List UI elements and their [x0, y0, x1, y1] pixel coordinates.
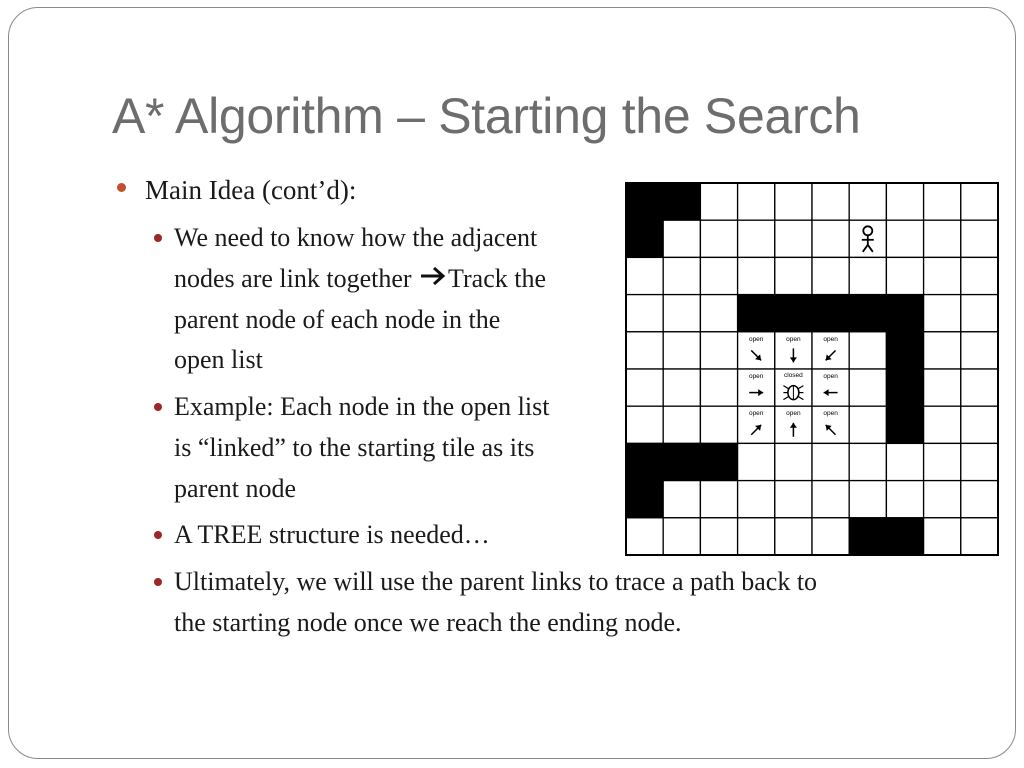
sub-bullet-1-line-3: parent node of each node in the: [174, 305, 501, 334]
grid-cell: [961, 332, 998, 369]
wall-cell: [849, 518, 886, 555]
sub-bullet-1-line-2-end: Track the: [448, 264, 547, 293]
main-bullet-dot: [117, 183, 126, 192]
grid-cell: [961, 220, 998, 257]
grid-cell: [738, 443, 775, 480]
grid-cell: [924, 257, 961, 294]
grid-cell: [663, 257, 700, 294]
wall-cell: [849, 295, 886, 332]
grid-cell: [738, 183, 775, 220]
sub-bullet-dot: [154, 403, 162, 411]
grid-cell: [961, 369, 998, 406]
grid-cell: [849, 443, 886, 480]
wall-cell: [738, 295, 775, 332]
grid-cell: [849, 257, 886, 294]
sub-bullet-dot: [154, 234, 162, 242]
wall-cell: [663, 183, 700, 220]
grid-cell: [886, 220, 923, 257]
wall-cell: [775, 295, 812, 332]
astar-grid-diagram: [625, 182, 999, 556]
grid-cell: [738, 518, 775, 555]
grid-cell: [924, 443, 961, 480]
main-bullet-text: Main Idea (cont’d):: [145, 175, 357, 205]
right-arrow-icon: [418, 265, 448, 287]
grid-cell: [663, 220, 700, 257]
grid-cell: [700, 518, 737, 555]
grid-cell: [886, 443, 923, 480]
open-label: open: [748, 373, 764, 380]
grid-cell: [700, 183, 737, 220]
grid-cell: [663, 369, 700, 406]
grid-cell: [924, 220, 961, 257]
grid-cell: [700, 295, 737, 332]
sub-bullet-dot: [154, 531, 162, 539]
wall-cell: [886, 332, 923, 369]
wall-cell: [886, 518, 923, 555]
wall-cell: [886, 406, 923, 443]
grid-cell: [663, 332, 700, 369]
grid-cell: [738, 257, 775, 294]
grid-cell: [626, 406, 663, 443]
grid-cell: [924, 332, 961, 369]
grid-cell: [775, 257, 812, 294]
grid-cell: [924, 406, 961, 443]
grid-cell: [849, 183, 886, 220]
grid-cell: [663, 518, 700, 555]
grid-cell: [961, 481, 998, 518]
grid-cell: [700, 332, 737, 369]
wall-cell: [626, 220, 663, 257]
grid-cell: [961, 406, 998, 443]
grid-cell: [775, 443, 812, 480]
grid-cell: [700, 369, 737, 406]
sub-bullet-dot: [154, 578, 162, 586]
sub-bullet-2-line-1: Example: Each node in the open list: [174, 392, 550, 421]
wall-cell: [886, 295, 923, 332]
open-label: open: [748, 335, 764, 343]
grid-cell: [775, 183, 812, 220]
grid-cell: [663, 295, 700, 332]
grid-cell: [700, 257, 737, 294]
open-label: open: [786, 410, 801, 418]
grid-cell: [886, 481, 923, 518]
grid-cell: [812, 220, 849, 257]
sub-bullet-4-line-1: Ultimately, we will use the parent links to trace a path back to: [174, 567, 818, 596]
grid-cell: [886, 257, 923, 294]
grid-cell: [924, 295, 961, 332]
grid-cell: [626, 518, 663, 555]
grid-cell: [886, 183, 923, 220]
sub-bullet-2-line-2: is “linked” to the starting tile as its: [174, 433, 535, 462]
open-label: open: [786, 335, 801, 343]
sub-bullet-2-line-3: parent node: [174, 474, 297, 503]
wall-cell: [812, 295, 849, 332]
sub-bullet-3-line-1: A TREE structure is needed…: [174, 520, 490, 549]
grid-cell: [626, 369, 663, 406]
grid-cell: [849, 332, 886, 369]
grid-cell: [775, 481, 812, 518]
grid-cell: [738, 220, 775, 257]
open-label: open: [823, 373, 838, 380]
grid-cell: [663, 406, 700, 443]
wall-cell: [886, 369, 923, 406]
grid-cell: [924, 183, 961, 220]
grid-cell: [775, 518, 812, 555]
sub-bullet-4-line-2: the starting node once we reach the ending node.: [174, 608, 682, 637]
grid-cell: [700, 406, 737, 443]
grid-cell: [775, 220, 812, 257]
grid-cell: [961, 183, 998, 220]
open-label: open: [748, 410, 764, 418]
grid-cell: [961, 518, 998, 555]
grid-cell: [812, 481, 849, 518]
grid-cell: [961, 443, 998, 480]
sub-bullet-1-line-2: [174, 259, 546, 299]
stick-figure-icon: [863, 226, 872, 235]
grid-cell: [924, 369, 961, 406]
grid-cell: [849, 406, 886, 443]
grid-cell: [812, 257, 849, 294]
closed-label: closed: [784, 372, 803, 379]
grid-cell: [961, 257, 998, 294]
grid-cell: [924, 518, 961, 555]
wall-cell: [626, 481, 663, 518]
grid-cell: [626, 295, 663, 332]
grid-cell: [626, 332, 663, 369]
grid-cell: [626, 257, 663, 294]
open-label: open: [823, 335, 838, 343]
sub-bullet-1-line-2-start: nodes are link together: [174, 264, 419, 293]
grid-cell: [812, 443, 849, 480]
grid-cell: [961, 295, 998, 332]
grid-cell: [700, 481, 737, 518]
grid-cell: [812, 183, 849, 220]
open-label: open: [823, 410, 838, 418]
sub-bullet-1-line-1: We need to know how the adjacent: [174, 223, 538, 252]
grid-cell: [849, 369, 886, 406]
wall-cell: [626, 443, 663, 480]
grid-cell: [663, 481, 700, 518]
wall-cell: [700, 443, 737, 480]
grid-cell: [738, 481, 775, 518]
grid-cell: [924, 481, 961, 518]
wall-cell: [626, 183, 663, 220]
slide-title: A* Algorithm – Starting the Search: [112, 88, 861, 144]
wall-cell: [663, 443, 700, 480]
grid-cell: [812, 518, 849, 555]
grid-cell: [700, 220, 737, 257]
grid-cell: [849, 481, 886, 518]
sub-bullet-1-line-4: open list: [174, 345, 263, 374]
